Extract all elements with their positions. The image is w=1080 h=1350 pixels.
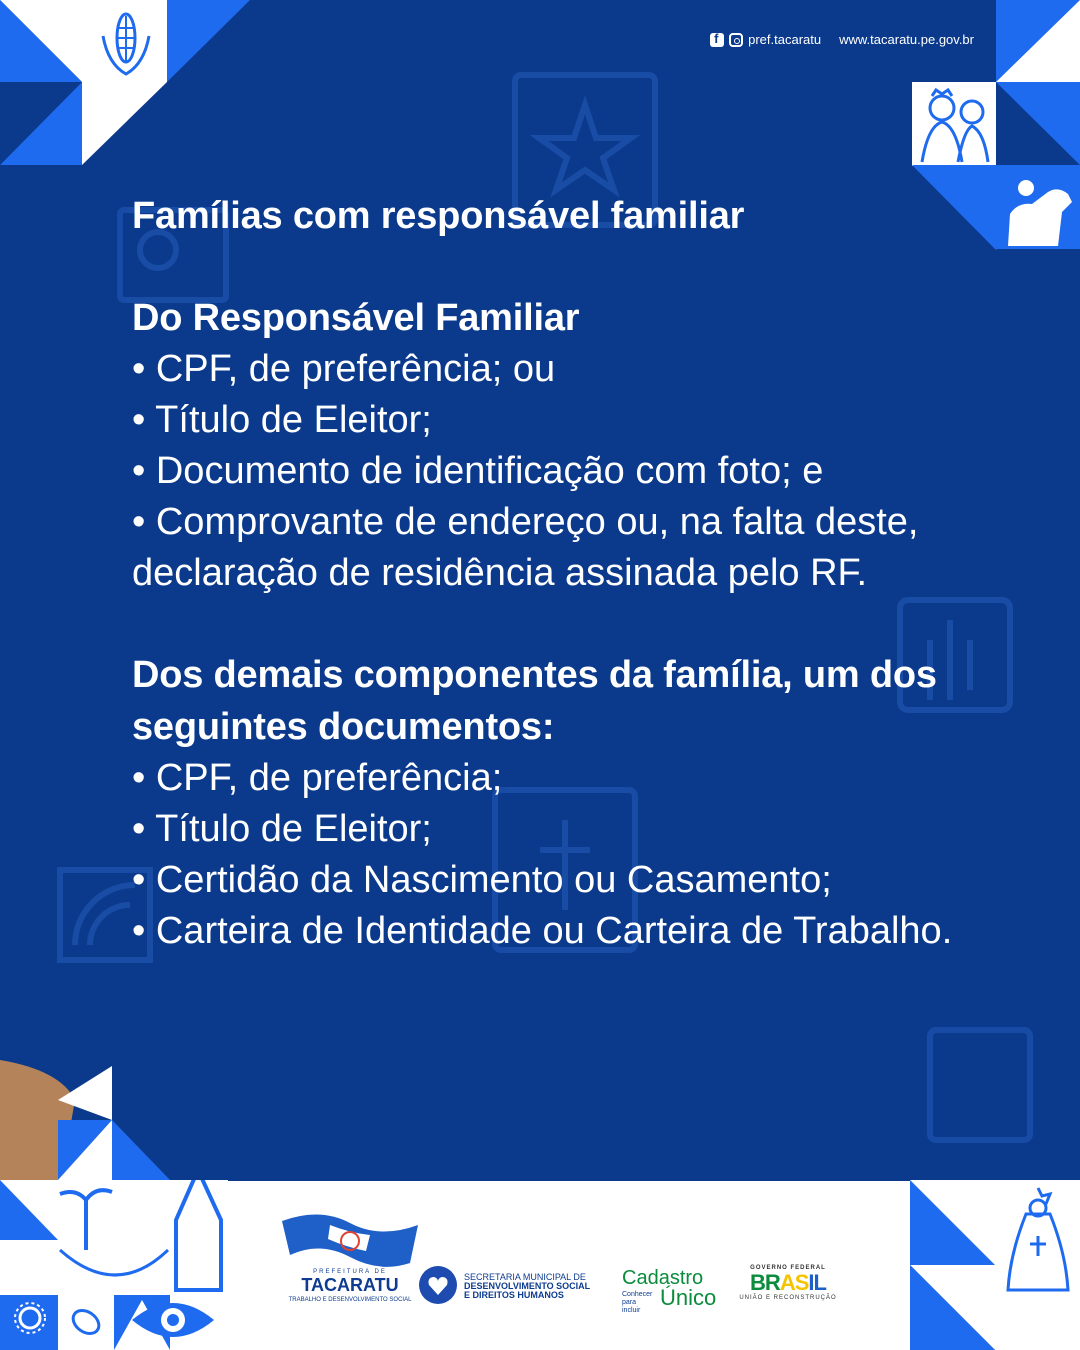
prefeitura-tacaratu-logo[interactable]	[280, 1211, 420, 1311]
social-header	[710, 32, 974, 47]
gov-brasil-word: BRASIL	[750, 1270, 826, 1295]
heart-circle-icon	[418, 1265, 458, 1305]
star-icon	[539, 105, 631, 190]
main-content	[132, 190, 972, 957]
cadastro-unico-logo[interactable]	[622, 1267, 732, 1314]
map-card-icon	[930, 1030, 1030, 1140]
prefeitura-name: TACARATU	[301, 1275, 399, 1295]
social-handle[interactable]: pref.tacaratu	[748, 32, 822, 47]
instagram-icon[interactable]	[729, 33, 743, 47]
saints-icon	[914, 86, 994, 164]
list-item: • Título de Eleitor;	[132, 808, 432, 850]
plant-icon	[12, 1238, 46, 1272]
list-item: • CPF, de preferência;	[132, 757, 503, 799]
wifi-icon	[75, 885, 135, 945]
list-item: • Carteira de Identidade ou Carteira de Trabalho.	[132, 910, 953, 952]
footer-logos-bar	[228, 1181, 910, 1350]
section-heading-responsavel: Do Responsável Familiar	[132, 297, 580, 339]
facebook-icon[interactable]	[710, 33, 724, 47]
gov-slogan: UNIÃO E RECONSTRUÇÃO	[739, 1295, 837, 1301]
secretaria-line2: DESENVOLVIMENTO SOCIAL	[464, 1281, 591, 1291]
horseman-icon	[998, 172, 1078, 248]
prefeitura-sub-label: TRABALHO E DESENVOLVIMENTO SOCIAL	[288, 1297, 412, 1303]
secretaria-line1: SECRETARIA MUNICIPAL DE	[464, 1272, 586, 1282]
list-item: • Título de Eleitor;	[132, 399, 432, 441]
website-link[interactable]: www.tacaratu.pe.gov.br	[839, 32, 974, 47]
secretaria-logo[interactable]	[418, 1265, 608, 1309]
gov-label: GOVERNO FEDERAL	[750, 1265, 826, 1271]
seed-icon	[66, 1302, 106, 1342]
cadastro-unico-word: Único	[660, 1285, 717, 1310]
cadastro-tagline: Conhecer para incluir	[622, 1291, 653, 1314]
flag-icon	[280, 1211, 420, 1271]
list-item: • Documento de identificação com foto; e	[132, 450, 824, 492]
eye-shape-icon	[128, 1290, 218, 1350]
sun-small-icon	[12, 1300, 48, 1336]
social-handle-group[interactable]	[710, 32, 821, 47]
prefeitura-pre-label: PREFEITURA DE	[313, 1269, 387, 1275]
corn-icon	[98, 6, 154, 78]
list-item: • CPF, de preferência; ou	[132, 348, 556, 390]
cadastro-title: Cadastro	[622, 1267, 704, 1289]
governo-federal-logo[interactable]	[738, 1265, 838, 1315]
section-heading-componentes: Dos demais componentes da família, um dos seguintes documentos:	[132, 654, 937, 748]
madonna-icon	[1000, 1184, 1076, 1294]
list-item: • Certidão da Nascimento ou Casamento;	[132, 859, 832, 901]
page-title: Famílias com responsável familiar	[132, 195, 745, 237]
secretaria-line3: E DIREITOS HUMANOS	[464, 1290, 564, 1300]
list-item: • Comprovante de endereço ou, na falta deste, declaração de residência assinada pelo RF.	[132, 501, 919, 594]
